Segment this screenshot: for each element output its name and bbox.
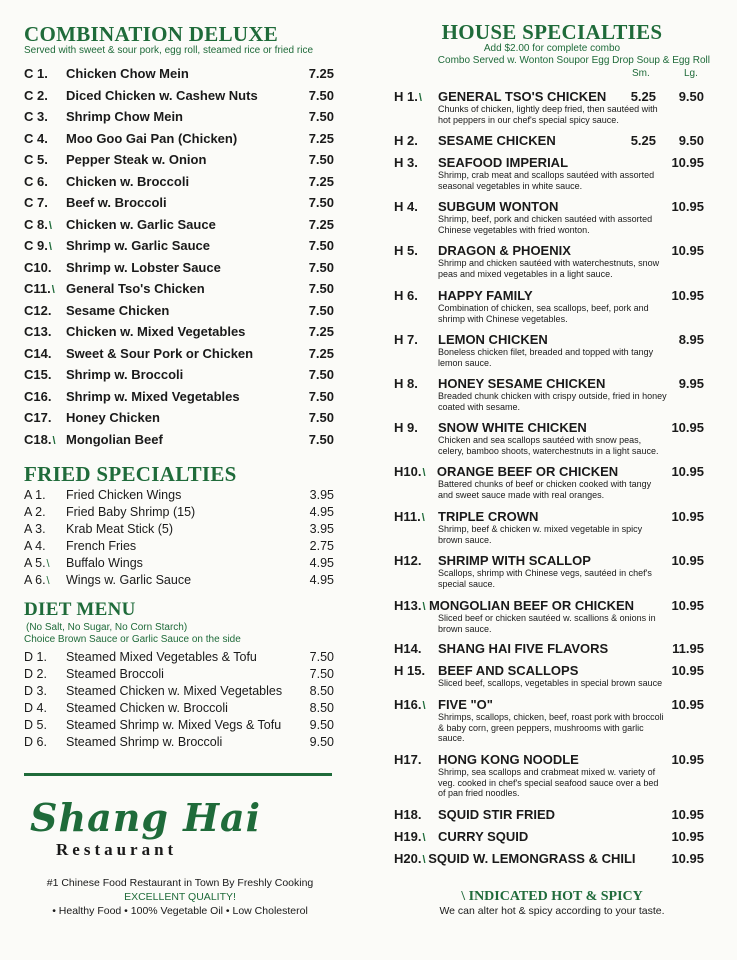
item-code: H16.\ bbox=[394, 696, 426, 712]
menu-item bbox=[24, 648, 334, 665]
item-description: Shrimp, sea scallops and crabmeat mixed w. variety of veg. cooked in chef's special seafood sauce over a bed of pan fried noodles. bbox=[438, 767, 659, 798]
hot-icon: \ bbox=[422, 831, 426, 844]
item-code: A 2. bbox=[24, 504, 46, 519]
item-price: 9.50 bbox=[309, 734, 334, 749]
menu-item bbox=[24, 192, 334, 214]
item-price: 2.75 bbox=[309, 538, 334, 553]
item-name: CURRY SQUID bbox=[438, 828, 529, 844]
item-name: General Tso's Chicken bbox=[66, 281, 205, 297]
item-price: 7.50 bbox=[308, 195, 334, 211]
hot-icon: \ bbox=[422, 600, 426, 613]
item-name: Sesame Chicken bbox=[66, 302, 170, 318]
menu-item bbox=[24, 554, 334, 571]
hot-icon: \ bbox=[421, 511, 425, 524]
item-name: Steamed Shrimp w. Broccoli bbox=[66, 734, 223, 749]
hot-icon: \ bbox=[422, 699, 426, 712]
item-code: H 3. bbox=[394, 154, 418, 170]
item-name: Steamed Chicken w. Broccoli bbox=[66, 700, 228, 715]
menu-item bbox=[24, 733, 334, 750]
item-code: C 8.\ bbox=[24, 216, 52, 232]
menu-item bbox=[24, 503, 334, 520]
item-price: 7.50 bbox=[308, 109, 334, 125]
diet-title: DIET MENU bbox=[24, 599, 136, 620]
house-item bbox=[394, 419, 704, 456]
house-item bbox=[394, 88, 704, 125]
menu-item bbox=[24, 128, 334, 150]
combination-title: COMBINATION DELUXE bbox=[24, 22, 279, 46]
item-price: 7.25 bbox=[308, 173, 334, 189]
item-code: C17. bbox=[24, 410, 52, 426]
menu-item bbox=[24, 149, 334, 171]
combination-subtitle: Served with sweet & sour pork, egg roll, steamed rice or fried rice bbox=[24, 45, 314, 56]
item-price: 7.25 bbox=[308, 130, 334, 146]
house-item bbox=[394, 662, 704, 689]
item-price: 3.95 bbox=[309, 487, 334, 502]
item-code: H18. bbox=[394, 806, 422, 822]
menu-item bbox=[24, 106, 334, 128]
item-code: C 4. bbox=[24, 130, 48, 146]
house-subtitle-1: Add $2.00 for complete combo bbox=[483, 43, 621, 54]
fried-list bbox=[24, 486, 334, 588]
item-price: 4.95 bbox=[309, 555, 334, 570]
house-item bbox=[394, 751, 704, 799]
item-code: H13.\ bbox=[394, 597, 426, 613]
item-description: Breaded chunk chicken with crispy outside, fried in honey coated with sesame. bbox=[438, 391, 667, 412]
hot-icon: \ bbox=[46, 574, 50, 587]
item-name: Shrimp w. Broccoli bbox=[66, 367, 184, 383]
menu-item bbox=[24, 429, 334, 451]
house-item bbox=[394, 552, 704, 589]
item-price: 7.50 bbox=[309, 666, 334, 681]
item-code: H 6. bbox=[394, 287, 418, 303]
item-price-large: 9.95 bbox=[678, 375, 704, 391]
item-code: C 9.\ bbox=[24, 238, 52, 254]
item-code: C10. bbox=[24, 259, 52, 275]
item-price: 7.25 bbox=[308, 324, 334, 340]
item-code: C 1. bbox=[24, 66, 48, 82]
diet-list bbox=[24, 648, 334, 750]
item-name: Wings w. Garlic Sauce bbox=[66, 572, 192, 587]
menu-item bbox=[24, 716, 334, 733]
item-code: C12. bbox=[24, 302, 52, 318]
item-name: Sweet & Sour Pork or Chicken bbox=[66, 345, 254, 361]
diet-subtitle-1: (No Salt, No Sugar, No Corn Starch) bbox=[26, 622, 188, 633]
item-name: Buffalo Wings bbox=[66, 555, 143, 570]
item-price-large: 10.95 bbox=[671, 552, 704, 568]
item-price: 8.50 bbox=[309, 683, 334, 698]
item-code: C16. bbox=[24, 388, 52, 404]
house-item bbox=[394, 828, 704, 844]
item-code: C 2. bbox=[24, 87, 48, 103]
size-large-label: Lg. bbox=[684, 68, 698, 79]
item-description: Shrimp, beef & chicken w. mixed vegetable in spicy brown sauce. bbox=[438, 524, 643, 545]
item-code: H 5. bbox=[394, 242, 418, 258]
item-code: H17. bbox=[394, 751, 422, 767]
item-name: HAPPY FAMILY bbox=[438, 287, 533, 303]
item-price-large: 9.50 bbox=[678, 88, 704, 104]
tagline-2: EXCELLENT QUALITY! bbox=[124, 891, 236, 903]
tagline-3: • Healthy Food • 100% Vegetable Oil • Low Cholesterol bbox=[52, 905, 308, 917]
item-price-large: 10.95 bbox=[671, 154, 704, 170]
item-price: 7.50 bbox=[308, 367, 334, 383]
item-code: C 6. bbox=[24, 173, 48, 189]
item-name: Fried Baby Shrimp (15) bbox=[66, 504, 196, 519]
item-price: 7.50 bbox=[308, 152, 334, 168]
house-item bbox=[394, 154, 704, 191]
item-name: Chicken Chow Mein bbox=[66, 66, 189, 82]
hot-icon: \ bbox=[418, 91, 422, 104]
item-code: A 3. bbox=[24, 521, 46, 536]
logo-subtitle: Restaurant bbox=[56, 840, 178, 859]
item-price: 7.50 bbox=[308, 87, 334, 103]
hot-icon: \ bbox=[46, 557, 50, 570]
item-code: D 1. bbox=[24, 649, 47, 664]
item-price-large: 10.95 bbox=[671, 198, 704, 214]
menu-item bbox=[24, 682, 334, 699]
house-item bbox=[394, 597, 704, 634]
size-small-label: Sm. bbox=[632, 68, 650, 79]
menu-item bbox=[24, 343, 334, 365]
item-code: H10.\ bbox=[394, 463, 426, 479]
divider bbox=[24, 773, 332, 776]
house-item bbox=[394, 850, 704, 866]
menu-item bbox=[24, 665, 334, 682]
item-name: Chicken w. Garlic Sauce bbox=[66, 216, 216, 232]
house-item bbox=[394, 198, 704, 235]
item-price: 7.50 bbox=[309, 649, 334, 664]
item-name: LEMON CHICKEN bbox=[438, 331, 548, 347]
item-name: SESAME CHICKEN bbox=[438, 132, 556, 148]
item-name: Shrimp Chow Mein bbox=[66, 109, 183, 125]
menu-item bbox=[24, 407, 334, 429]
item-price-large: 10.95 bbox=[671, 287, 704, 303]
item-description: Scallops, shrimp with Chinese vegs, sautéed in chef's special sauce. bbox=[438, 568, 652, 589]
item-description: Sliced beef or chicken sautéed w. scallions & onions in brown sauce. bbox=[438, 613, 656, 634]
item-name: SQUID STIR FRIED bbox=[438, 806, 556, 822]
item-name: Shrimp w. Lobster Sauce bbox=[66, 259, 221, 275]
item-name: SEAFOOD IMPERIAL bbox=[438, 154, 569, 170]
hot-spicy-note: \ INDICATED HOT & SPICY bbox=[461, 889, 643, 904]
item-name: Beef w. Broccoli bbox=[66, 195, 167, 211]
item-name: Shrimp w. Mixed Vegetables bbox=[66, 388, 240, 404]
item-description: Shrimp and chicken sautéed with waterchestnuts, snow peas and mixed vegetables in a light sauce. bbox=[438, 258, 660, 279]
item-code: H 8. bbox=[394, 375, 418, 391]
item-price: 7.50 bbox=[308, 281, 334, 297]
item-code: C15. bbox=[24, 367, 52, 383]
item-price-large: 10.95 bbox=[671, 828, 704, 844]
item-code: D 4. bbox=[24, 700, 47, 715]
hot-icon: \ bbox=[52, 434, 56, 447]
item-name: Pepper Steak w. Onion bbox=[66, 152, 207, 168]
item-name: Mongolian Beef bbox=[66, 431, 163, 447]
item-code: D 2. bbox=[24, 666, 47, 681]
item-code: H11.\ bbox=[394, 508, 425, 524]
item-price: 7.25 bbox=[308, 345, 334, 361]
item-name: HONEY SESAME CHICKEN bbox=[438, 375, 606, 391]
item-price-large: 10.95 bbox=[671, 850, 704, 866]
house-item bbox=[394, 640, 704, 656]
item-name: Steamed Shrimp w. Mixed Vegs & Tofu bbox=[66, 717, 282, 732]
tagline-1: #1 Chinese Food Restaurant in Town By Freshly Cooking bbox=[46, 877, 314, 889]
item-name: SNOW WHITE CHICKEN bbox=[438, 419, 587, 435]
hot-icon: \ bbox=[51, 284, 55, 297]
menu-item bbox=[24, 85, 334, 107]
hot-icon: \ bbox=[422, 853, 426, 866]
item-code: H20.\ bbox=[394, 850, 426, 866]
item-code: H 15. bbox=[394, 662, 426, 678]
item-price-large: 10.95 bbox=[671, 508, 704, 524]
item-name: GENERAL TSO'S CHICKEN bbox=[438, 88, 607, 104]
item-description: Boneless chicken filet, breaded and topped with tangy lemon sauce. bbox=[438, 347, 654, 368]
item-name: Fried Chicken Wings bbox=[66, 487, 182, 502]
house-item bbox=[394, 132, 704, 148]
combination-list bbox=[24, 63, 334, 450]
house-item bbox=[394, 463, 704, 500]
item-price-large: 10.95 bbox=[671, 696, 704, 712]
house-item bbox=[394, 242, 704, 279]
item-name: TRIPLE CROWN bbox=[438, 508, 539, 524]
menu-item bbox=[24, 537, 334, 554]
diet-subtitle-2: Choice Brown Sauce or Garlic Sauce on the side bbox=[24, 634, 241, 645]
item-price: 8.50 bbox=[309, 700, 334, 715]
item-price-large: 10.95 bbox=[671, 242, 704, 258]
item-price: 7.50 bbox=[308, 431, 334, 447]
item-name: Honey Chicken bbox=[66, 410, 160, 426]
item-description: Shrimps, scallops, chicken, beef, roast pork with broccoli & baby corn, green peppers, mushrooms with garlic sauce. bbox=[438, 712, 664, 743]
menu-item bbox=[24, 235, 334, 257]
item-price: 7.50 bbox=[308, 410, 334, 426]
menu-item bbox=[24, 214, 334, 236]
item-name: Diced Chicken w. Cashew Nuts bbox=[66, 87, 258, 103]
hot-icon: \ bbox=[48, 241, 52, 254]
item-code: D 3. bbox=[24, 683, 47, 698]
item-name: Steamed Chicken w. Mixed Vegetables bbox=[66, 683, 283, 698]
item-price: 7.25 bbox=[308, 216, 334, 232]
item-price-large: 10.95 bbox=[671, 751, 704, 767]
hot-spicy-note-detail: We can alter hot & spicy according to your taste. bbox=[439, 905, 665, 917]
item-name: Krab Meat Stick (5) bbox=[66, 521, 173, 536]
restaurant-logo bbox=[30, 795, 330, 860]
item-code: C 3. bbox=[24, 109, 48, 125]
item-code: C18.\ bbox=[24, 431, 56, 447]
item-price-large: 10.95 bbox=[671, 463, 704, 479]
item-price: 4.95 bbox=[309, 504, 334, 519]
item-name: ORANGE BEEF OR CHICKEN bbox=[436, 463, 619, 479]
item-code: H 7. bbox=[394, 331, 418, 347]
item-name: Steamed Mixed Vegetables & Tofu bbox=[66, 649, 257, 664]
item-code: A 1. bbox=[24, 487, 46, 502]
item-name: SHANG HAI FIVE FLAVORS bbox=[438, 640, 609, 656]
menu-item bbox=[24, 300, 334, 322]
item-description: Shrimp, beef, pork and chicken sautéed with assorted Chinese vegetables with fried wonton. bbox=[438, 214, 653, 235]
item-price: 3.95 bbox=[309, 521, 334, 536]
item-name: Steamed Broccoli bbox=[66, 666, 164, 681]
menu-item bbox=[24, 386, 334, 408]
item-price-large: 8.95 bbox=[678, 331, 704, 347]
item-code: A 5.\ bbox=[24, 555, 50, 570]
item-name: FIVE "O" bbox=[438, 696, 493, 712]
item-name: Chicken w. Mixed Vegetables bbox=[66, 324, 246, 340]
item-name: Moo Goo Gai Pan (Chicken) bbox=[66, 130, 238, 146]
menu-item bbox=[24, 278, 334, 300]
item-price: 9.50 bbox=[309, 717, 334, 732]
house-item bbox=[394, 696, 704, 744]
tagline bbox=[24, 876, 336, 918]
logo-name: Shang Hai bbox=[30, 795, 262, 840]
item-name: SQUID W. LEMONGRASS & CHILI bbox=[428, 850, 636, 866]
house-item bbox=[394, 508, 704, 545]
item-price-small: 5.25 bbox=[630, 132, 656, 148]
item-price: 7.50 bbox=[308, 302, 334, 318]
item-code: C14. bbox=[24, 345, 52, 361]
item-code: C 5. bbox=[24, 152, 48, 168]
menu-item bbox=[24, 364, 334, 386]
item-code: C11.\ bbox=[24, 281, 55, 297]
menu-item bbox=[24, 321, 334, 343]
item-name: Shrimp w. Garlic Sauce bbox=[66, 238, 211, 254]
item-price: 7.50 bbox=[308, 259, 334, 275]
item-price: 4.95 bbox=[309, 572, 334, 587]
house-item bbox=[394, 287, 704, 324]
item-price: 7.50 bbox=[308, 238, 334, 254]
item-price-large: 10.95 bbox=[671, 662, 704, 678]
item-name: BEEF AND SCALLOPS bbox=[438, 662, 579, 678]
item-code: H19.\ bbox=[394, 828, 426, 844]
house-item bbox=[394, 375, 704, 412]
item-name: SUBGUM WONTON bbox=[438, 198, 559, 214]
item-name: DRAGON & PHOENIX bbox=[438, 242, 571, 258]
house-item bbox=[394, 806, 704, 822]
menu-item bbox=[24, 520, 334, 537]
item-name: SHRIMP WITH SCALLOP bbox=[438, 552, 591, 568]
menu-item bbox=[24, 571, 334, 588]
item-code: D 5. bbox=[24, 717, 47, 732]
item-price-large: 10.95 bbox=[671, 806, 704, 822]
item-code: H12. bbox=[394, 552, 422, 568]
house-item bbox=[394, 331, 704, 368]
item-description: Sliced beef, scallops, vegetables in special brown sauce bbox=[438, 678, 663, 688]
item-price-large: 9.50 bbox=[678, 132, 704, 148]
menu-item bbox=[24, 699, 334, 716]
item-price-small: 5.25 bbox=[630, 88, 656, 104]
item-description: Combination of chicken, sea scallops, beef, pork and shrimp with Chinese vegetables. bbox=[438, 303, 649, 324]
house-title: HOUSE SPECIALTIES bbox=[441, 20, 663, 44]
item-name: HONG KONG NOODLE bbox=[438, 751, 579, 767]
menu-item bbox=[24, 257, 334, 279]
house-subtitle-2: Combo Served w. Wonton Soupor Egg Drop Soup & Egg Roll bbox=[437, 55, 710, 66]
item-code: A 4. bbox=[24, 538, 46, 553]
item-description: Chunks of chicken, lightly deep fried, then sautéed with hot peppers in our chef's special spicy sauce. bbox=[438, 104, 658, 125]
item-code: C13. bbox=[24, 324, 52, 340]
item-price-large: 11.95 bbox=[672, 640, 704, 656]
item-name: French Fries bbox=[66, 538, 137, 553]
item-code: H 2. bbox=[394, 132, 418, 148]
item-code: A 6.\ bbox=[24, 572, 50, 587]
item-description: Shrimp, crab meat and scallops sautéed with assorted seasonal vegetables in white sauce. bbox=[438, 170, 655, 191]
item-code: H 9. bbox=[394, 419, 418, 435]
item-price: 7.50 bbox=[308, 388, 334, 404]
item-code: C 7. bbox=[24, 195, 48, 211]
menu-item bbox=[24, 486, 334, 503]
item-description: Chicken and sea scallops sautéed with snow peas, celery, bamboo shoots, waterchestnuts in a light sauce. bbox=[438, 435, 659, 456]
item-price: 7.25 bbox=[308, 66, 334, 82]
item-price-large: 10.95 bbox=[671, 419, 704, 435]
hot-icon: \ bbox=[422, 466, 426, 479]
item-code: H 4. bbox=[394, 198, 418, 214]
item-name: MONGOLIAN BEEF OR CHICKEN bbox=[428, 597, 635, 613]
item-name: Chicken w. Broccoli bbox=[66, 173, 190, 189]
menu-item bbox=[24, 63, 334, 85]
item-description: Battered chunks of beef or chicken cooked with tangy and sweet sauce made with real oranges. bbox=[438, 479, 652, 500]
item-code: H14. bbox=[394, 640, 422, 656]
item-code: D 6. bbox=[24, 734, 47, 749]
item-price-large: 10.95 bbox=[671, 597, 704, 613]
fried-title: FRIED SPECIALTIES bbox=[24, 462, 237, 486]
menu-item bbox=[24, 171, 334, 193]
hot-icon: \ bbox=[48, 219, 52, 232]
item-code: H 1.\ bbox=[394, 88, 422, 104]
